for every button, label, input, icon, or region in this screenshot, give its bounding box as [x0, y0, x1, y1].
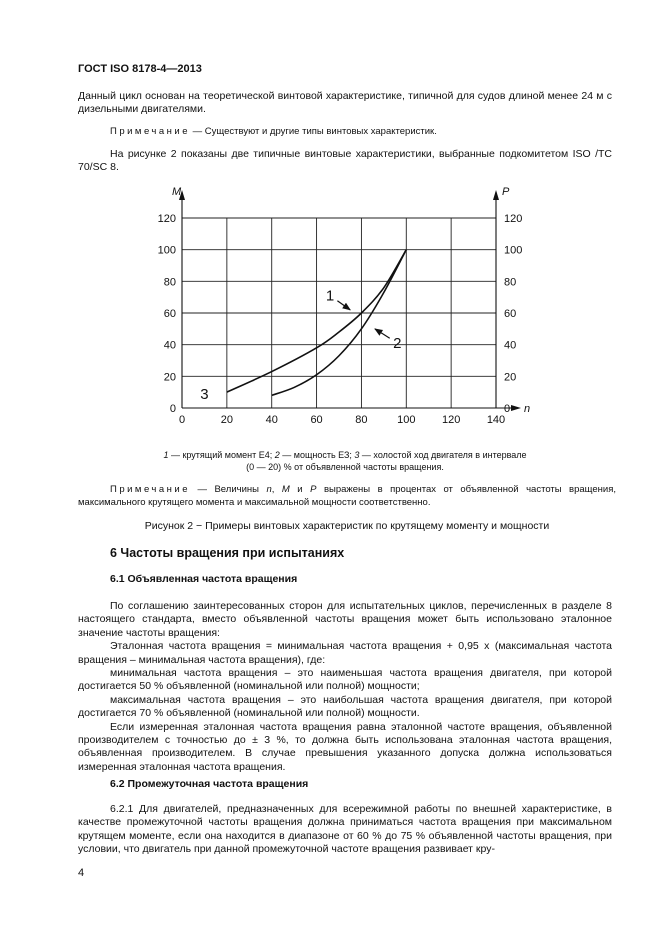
x-tick-label: 40 [265, 414, 278, 426]
figure-caption: Рисунок 2 − Примеры винтовых характеристик по крутящему моменту и мощности [144, 520, 550, 532]
section-6-1-body [78, 600, 612, 774]
legend-text-3: — холостой ход двигателя в интервале [359, 450, 527, 460]
section-6-heading: 6 Частоты вращения при испытаниях [110, 546, 345, 560]
y-tick-label-right: 40 [504, 339, 517, 352]
figure-legend [110, 449, 580, 473]
x-axis-label: n [524, 403, 531, 415]
y-axis-arrow-right [493, 190, 499, 200]
y-tick-label-left: 0 [169, 403, 176, 415]
y-tick-label-left: 100 [157, 244, 176, 257]
paragraph: максимальная частота вращения – это наибольшая частота вращения двигателя, при которой достигается 70 % объявленной (номинальной или полной) мощности. [78, 693, 612, 720]
y-tick-label-left: 40 [163, 339, 176, 352]
legend-key-3: 3 [354, 450, 360, 460]
paragraph: Эталонная частота вращения = минимальная частота вращения + 0,95 х (максимальная частота вращения – минимальная частота вращения), где: [78, 640, 612, 666]
y-tick-label-right: 60 [504, 308, 517, 320]
series-line-2 [272, 250, 407, 396]
y-tick-label-left: 20 [163, 371, 176, 384]
chart-tick-labels [158, 213, 523, 426]
curve-label-3: 3 [200, 385, 209, 403]
intro-paragraph: Данный цикл основан на теоретической винтовой характеристике, типичной для судов длиной менее 24 м с дизельными двигателями. [78, 90, 612, 116]
note-2-sep-1: , [271, 484, 282, 495]
x-tick-label: 20 [220, 414, 233, 426]
legend-line-1 [110, 449, 580, 461]
curve-label-arrow-1 [337, 301, 350, 310]
y-tick-label-left: 120 [157, 213, 176, 225]
y-tick-label-left: 80 [163, 276, 176, 289]
paragraph: По соглашению заинтересованных сторон для испытательных циклов, перечисленных в разделе 8 настоящего стандарта, вместо объявленной частоты вращения может быть использовано эталонное значение частоты вращения: [78, 600, 612, 639]
document-header: ГОСТ ISO 8178-4—2013 [78, 63, 202, 75]
note-2-var-m: M [281, 484, 290, 495]
paragraph: минимальная частота вращения – это наименьшая частота вращения двигателя, при которой достигается 50 % объявленной (номинальной или полной) мощности; [78, 667, 612, 693]
note-label: Примечание [110, 126, 190, 137]
curve-label-1: 1 [325, 287, 335, 305]
note-2-var-n: n [266, 484, 272, 495]
y-tick-label-right: 20 [504, 371, 517, 384]
section-6-2-paragraph: 6.2.1 Для двигателей, предназначенных для всережимной работы по внешней характеристике, в качестве промежуточной частоты вращения должна приниматься частота вращения при максимальном крутящем моменте, если она находится в диапазоне от 60 % до 75 % объявленной частоты вращения, при условии, что двигатель при данной промежуточной частоте вращения развивает кру- [78, 803, 612, 856]
y-axis-label-right: P [502, 186, 510, 198]
x-tick-label: 140 [486, 414, 506, 426]
x-tick-label: 80 [355, 414, 368, 426]
page-number: 4 [78, 867, 85, 879]
x-tick-label: 60 [310, 414, 323, 426]
legend-key-1: 1 [163, 450, 169, 460]
legend-text-1: — крутящий момент Е4; [168, 450, 275, 460]
legend-key-2: 2 [274, 450, 280, 460]
note-1 [110, 126, 610, 139]
y-axis-label-left: M [172, 186, 182, 198]
y-tick-label-right: 80 [504, 276, 517, 289]
legend-text-2: — мощность ЕЗ; [279, 450, 355, 460]
chart-axes [179, 190, 521, 411]
y-tick-label-right: 120 [504, 213, 523, 225]
x-tick-label: 120 [441, 414, 461, 426]
note-2-text-rest: выражены в процентах от объявленной частоты вращения, максимального крутящего момента и максимальной мощности соответственно. [78, 484, 617, 508]
section-6-2-heading: 6.2 Промежуточная частота вращения [110, 778, 309, 790]
x-tick-label: 100 [397, 414, 416, 426]
chart-grid [182, 218, 496, 408]
note-2-text-a: — Величины [190, 484, 267, 495]
legend-line-2: (0 — 20) % от объявленной частоты вращения. [246, 462, 444, 472]
note-2 [78, 484, 616, 509]
x-tick-label: 0 [178, 414, 186, 426]
curve-label-arrow-2 [375, 329, 390, 338]
note-2-label: Примечание [110, 484, 190, 495]
x-axis-arrow [511, 405, 521, 411]
note-2-var-p: P [310, 484, 317, 495]
curve-label-2: 2 [393, 335, 402, 353]
paragraph: Если измеренная эталонная частота вращения равна эталонной частоте вращения, объявленной производителем с точностью до ± 3 %, то должна быть использована эталонная частота вращения, объявленная производителем. В случае превышения указанного допуска должна использоваться измеренная эталонная частота вращения. [78, 720, 612, 773]
figure-intro-paragraph: На рисунке 2 показаны две типичные винтовые характеристики, выбранные подкомитетом ISO /ТС 70/SC 8. [78, 148, 612, 174]
propeller-characteristics-chart [140, 180, 560, 430]
note-2-sep-2: и [289, 484, 311, 495]
chart-annotations [200, 288, 401, 403]
note-text: — Существуют и другие типы винтовых характеристик. [190, 126, 437, 137]
y-tick-label-left: 60 [163, 308, 176, 320]
y-tick-label-right: 0 [504, 403, 511, 415]
section-6-1-heading: 6.1 Объявленная частота вращения [110, 573, 298, 585]
y-tick-label-right: 100 [504, 244, 523, 257]
